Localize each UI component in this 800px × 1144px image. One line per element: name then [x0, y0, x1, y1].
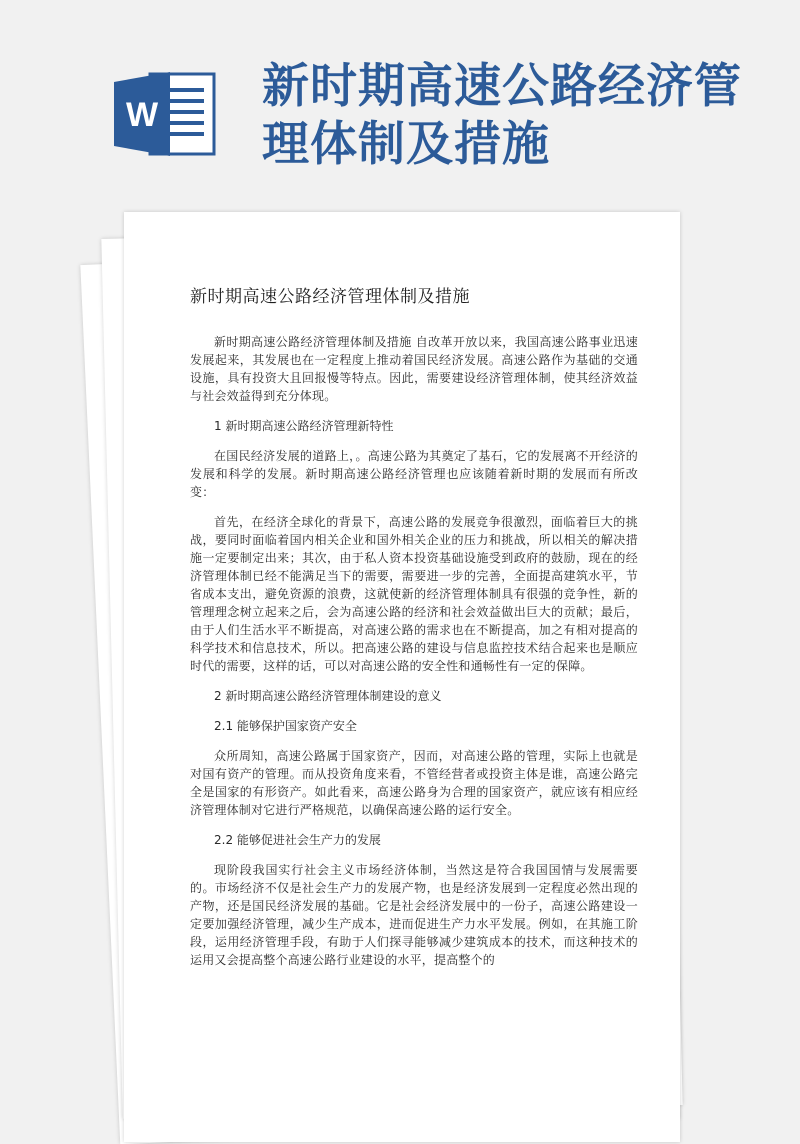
section-heading-2: 2 新时期高速公路经济管理体制建设的意义 — [214, 689, 442, 703]
section-heading-1: 1 新时期高速公路经济管理新特性 — [214, 419, 394, 433]
document-title: 新时期高速公路经济管理体制及措施 — [190, 287, 470, 307]
subsection-heading-2-2: 2.2 能够促进社会生产力的发展 — [214, 833, 381, 847]
paragraph: 首先，在经济全球化的背景下，高速公路的发展竞争很激烈，面临着巨大的挑战，要同时面临着国内相关企业和国外相关企业的压力和挑战，所以相关的解决措施一定要制定出来；其次，由于私人资本投资基础设施受到政府的鼓励，现在的经济管理体制已经不能满足当下的需要，需要进一步的完善，全面提高建筑水平，节省成本支出，避免资源的浪费，这就使新的经济管理体制具有很强的竞争性，新的管理理念树立起来之后，会为高速公路的经济和社会效益做出巨大的贡献；最后，由于人们生活水平不断提高，对高速公路的需求也在不断提高，加之有相对提高的科学技术和信息技术，所以。把高速公路的建设与信息监控技术结合起来也是顺应时代的需要，这样的话，可以对高速公路的安全性和通畅性有一定的保障。 — [190, 515, 638, 673]
banner-title: 新时期高速公路经济管理体制及措施 — [262, 59, 742, 172]
paragraph-intro: 新时期高速公路经济管理体制及措施 自改革开放以来，我国高速公路事业迅速发展起来，其发展也在一定程度上推动着国民经济发展。高速公路作为基础的交通设施，具有投资大且回报慢等特点。因此，需要建设经济管理体制，使其经济效益与社会效益得到充分体现。 — [190, 335, 638, 403]
document-content — [190, 282, 638, 981]
subsection-heading-2-1: 2.1 能够保护国家资产安全 — [214, 719, 357, 733]
paragraph: 现阶段我国实行社会主义市场经济体制，当然这是符合我国国情与发展需要的。市场经济不仅是社会生产力的发展产物，也是经济发展到一定程度必然出现的产物，还是国民经济发展的基础。它是社会经济发展中的一份子，高速公路建设一定要加强经济管理，减少生产成本，进而促进生产力水平发展。例如，在其施工阶段，运用经济管理手段，有助于人们探寻能够减少建筑成本的技术，而这种技术的运用又会提高整个高速公路行业建设的水平，提高整个的 — [190, 863, 638, 967]
paragraph: 众所周知，高速公路属于国家资产，因而，对高速公路的管理，实际上也就是对国有资产的管理。而从投资角度来看，不管经营者或投资主体是谁，高速公路完全是国家的有形资产。如此看来，高速公路身为合理的国家资产，就应该有相应经济管理体制对它进行严格规范，以确保高速公路的运行安全。 — [190, 749, 638, 817]
paragraph: 在国民经济发展的道路上，。高速公路为其奠定了基石，它的发展离不开经济的发展和科学的发展。新时期高速公路经济管理也应该随着新时期的发展而有所改变： — [190, 449, 638, 499]
svg-text:W: W — [125, 96, 159, 134]
